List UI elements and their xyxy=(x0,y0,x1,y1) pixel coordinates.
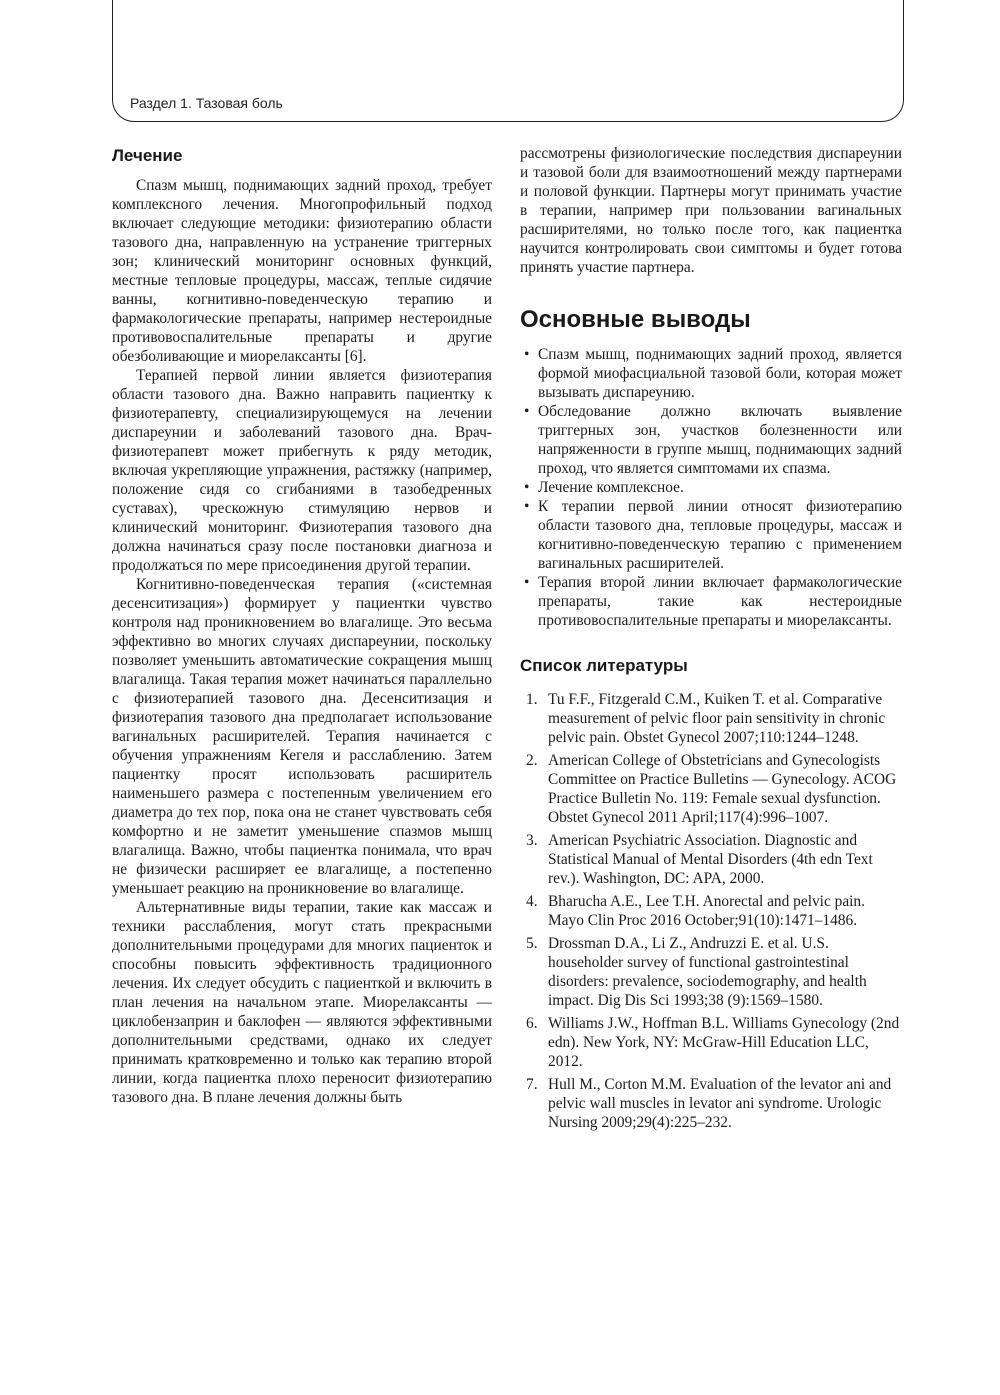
reference-item: 5. Drossman D.A., Li Z., Andruzzi E. et al. U.S. householder survey of functional gastrointestinal disorders: prevalence, sociodemography, and health impact. Dig Dis Sci 1993;38 (9):1569–1580. xyxy=(526,935,867,1009)
references-list xyxy=(520,690,902,1132)
paragraph: Терапией первой линии является физиотерапия области тазового дна. Важно направить пациентку к физиотерапевту, специализирующемуся на лечении диспареунии и заболеваний тазового дна. Врач-физиотерапевт может прибегнуть к ряду методик, включая укрепляющие упражнения, растяжку (например, положение сидя со сгибаниями в тазобедренных суставах), чрескожную стимуляцию нервов и клинический мониторинг. Физиотерапия тазового дна должна начинаться сразу после постановки диагноза и продолжаться по мере присоединения другой терапии. xyxy=(112,367,492,574)
bullet-icon: • xyxy=(524,479,530,496)
references-heading: Список литературы xyxy=(520,656,688,675)
reference-item: 3. American Psychiatric Association. Diagnostic and Statistical Manual of Mental Disorders (4th edn Text rev.). Washington, DC: APA, 2000. xyxy=(526,832,873,887)
reference-item: 2. American College of Obstetricians and Gynecologists Committee on Practice Bulletins — Gynecology. ACOG Practice Bulletin No. 119: Female sexual dysfunction. Obstet Gynecol 2011 April;117(4):996–1007. xyxy=(526,752,897,826)
reference-item: 4. Bharucha A.E., Lee T.H. Anorectal and pelvic pain. Mayo Clin Proc 2016 October;91(10):1471–1486. xyxy=(526,893,865,929)
paragraph: Когнитивно-поведенческая терапия («системная десенситизация») формирует у пациентки чувство контроля над проникновением во влагалище. Это весьма эффективно во многих случаях диспареунии, поскольку позволяет уменьшить автоматические сокращения мышц влагалища. Такая терапия может начинаться параллельно с физиотерапией тазового дна. Десенситизация и физиотерапия тазового дна предполагает использование вагинальных расширителей. Терапия начинается с обучения упражнениям Кегеля и расслаблению. Затем пациентку просят использовать расширитель наименьшего размера с постепенным увеличением его диаметра до тех пор, пока она не станет чувствовать себя комфортно и не заметит уменьшение спазмов мышц влагалища. Важно, чтобы пациентка понимала, что врач не физически расширяет ее влагалище, а постепенно уменьшает реакцию на проникновение во влагалище. xyxy=(112,576,492,897)
reference-item: 6. Williams J.W., Hoffman B.L. Williams Gynecology (2nd edn). New York, NY: McGraw-Hill Education LLC, 2012. xyxy=(526,1015,900,1070)
bullet-icon: • xyxy=(524,574,530,591)
list-item: • Обследование должно включать выявление триггерных зон, участков болезненности или напряженности в группе мышц, поднимающих задний проход, что является симптомами их спазма. xyxy=(524,403,902,477)
reference-item: 1. Tu F.F., Fitzgerald C.M., Kuiken T. et al. Comparative measurement of pelvic floor pain sensitivity in chronic pelvic pain. Obstet Gynecol 2007;110:1244–1248. xyxy=(526,691,886,746)
paragraph: Альтернативные виды терапии, такие как массаж и техники расслабления, могут стать прекрасными дополнительными процедурами для многих пациенток и способны повысить эффективность традиционного лечения. Их следует обсудить с пациенткой и включить в план лечения на начальном этапе. Миорелаксанты — циклобензаприн и баклофен — являются эффективными дополнительными средствами, однако их следует принимать кратковременно и только как терапию второй линии, когда пациентка плохо переносит физиотерапию тазового дна. В плане лечения должны быть xyxy=(112,899,492,1106)
paragraph: Спазм мышц, поднимающих задний проход, требует комплексного лечения. Многопрофильный подход включает следующие методики: физиотерапию области тазового дна, направленную на устранение триггерных зон; клинический мониторинг основных функций, местные тепловые процедуры, массаж, теплые сидячие ванны, когнитивно-поведенческую терапию и фармакологические препараты, например нестероидные противовоспалительные препараты и другие обезболивающие и миорелаксанты [6]. xyxy=(112,177,492,365)
conclusions-heading: Основные выводы xyxy=(520,306,751,333)
paragraph-continuation: рассмотрены физиологические последствия диспареунии и тазовой боли для взаимоотношений между партнерами и половой функции. Партнеры могут принимать участие в терапии, например при пользовании вагинальных расширителями, но только после того, как пациентка научится контролировать свои симптомы и будет готова принять участие партнера. xyxy=(520,145,902,276)
right-column xyxy=(520,144,902,1136)
left-column xyxy=(112,144,492,1107)
bullet-icon: • xyxy=(524,498,530,515)
list-item: • Спазм мышц, поднимающих задний проход, является формой миофасциальной тазовой боли, которая может вызывать диспареунию. xyxy=(524,346,902,401)
list-item: • Терапия второй линии включает фармакологические препараты, такие как нестероидные противовоспалительные препараты и миорелаксанты. xyxy=(524,574,902,629)
list-item: • К терапии первой линии относят физиотерапию области тазового дна, тепловые процедуры, массаж и когнитивно-поведенческую терапию с применением вагинальных расширителей. xyxy=(524,498,902,572)
running-header: Раздел 1. Тазовая боль xyxy=(130,95,283,111)
list-item: • Лечение комплексное. xyxy=(524,479,684,496)
conclusions-list xyxy=(520,345,902,630)
treatment-heading: Лечение xyxy=(112,146,183,165)
bullet-icon: • xyxy=(524,346,530,363)
bullet-icon: • xyxy=(524,403,530,420)
reference-item: 7. Hull M., Corton M.M. Evaluation of the levator ani and pelvic wall muscles in levator ani syndrome. Urologic Nursing 2009;29(4):225–232. xyxy=(526,1076,892,1131)
